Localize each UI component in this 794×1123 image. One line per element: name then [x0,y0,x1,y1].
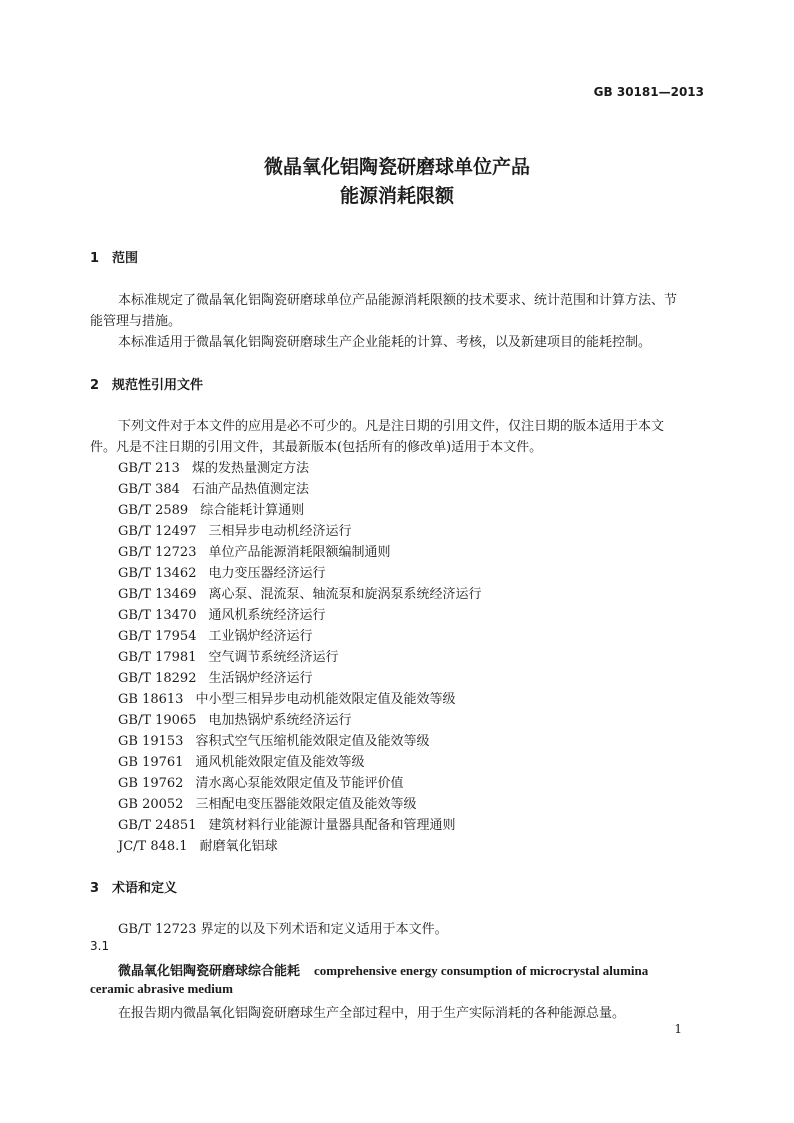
section-3-title: 术语和定义 [112,881,178,896]
reference-item [118,730,429,749]
reference-item [118,625,313,644]
section-2-paragraph-line-1: 下列文件对于本文件的应用是必不可少的。凡是注日期的引用文件，仅注日期的版本适用于本文 [118,419,665,434]
reference-name: 空气调节系统经济运行 [208,650,339,665]
section-3-paragraph: GB/T 12723 界定的以及下列术语和定义适用于本文件。 [118,922,448,937]
reference-name: 离心泵、混流泵、轴流泵和旋涡泵系统经济运行 [208,587,482,602]
reference-code: GB/T 13462 [118,566,197,581]
section-2-number: 2 [90,378,100,393]
reference-code: GB 20052 [118,797,184,812]
reference-code: GB/T 12723 [118,545,197,560]
reference-code: GB/T 384 [118,482,180,497]
reference-code: GB/T 13469 [118,587,197,602]
reference-name: 耐磨氧化铝球 [199,839,278,854]
reference-name: 通风机能效限定值及能效等级 [195,755,365,770]
reference-item [118,772,403,791]
reference-name: 生活锅炉经济运行 [208,671,313,686]
reference-code: GB 19762 [118,776,184,791]
reference-item [118,583,482,602]
reference-item [118,562,326,581]
reference-code: GB 18613 [118,692,184,707]
section-1-title: 范围 [112,251,139,266]
reference-name: 电加热锅炉系统经济运行 [208,713,352,728]
reference-item [118,688,455,707]
reference-code: GB/T 213 [118,461,180,476]
reference-name: 综合能耗计算通则 [200,503,305,518]
reference-item [118,709,352,728]
reference-item [118,667,313,686]
section-3-heading [90,877,177,896]
reference-item [118,604,326,623]
reference-code: GB/T 19065 [118,713,197,728]
reference-item [118,520,352,539]
reference-code: JC/T 848.1 [118,839,188,854]
reference-item [118,478,309,497]
term-entry [118,960,648,979]
reference-name: 中小型三相异步电动机能效限定值及能效等级 [195,692,456,707]
reference-name: 三相配电变压器能效限定值及能效等级 [195,797,417,812]
reference-name: 清水离心泵能效限定值及节能评价值 [195,776,404,791]
section-2-paragraph-line-2: 件。凡是不注日期的引用文件，其最新版本(包括所有的修改单)适用于本文件。 [90,440,543,455]
reference-item [118,541,391,560]
section-2-title: 规范性引用文件 [112,378,204,393]
reference-name: 通风机系统经济运行 [208,608,326,623]
section-1-number: 1 [90,251,100,266]
reference-name: 煤的发热量测定方法 [191,461,309,476]
reference-code: GB 19761 [118,755,184,770]
subsection-number: 3.1 [90,939,110,953]
reference-code: GB/T 18292 [118,671,197,686]
section-1-paragraph-1-line-2: 能管理与措施。 [90,314,182,329]
reference-item [118,499,304,518]
section-1-heading [90,247,138,266]
term-definition: 在报告期内微晶氧化铝陶瓷研磨球生产全部过程中，用于生产实际消耗的各种能源总量。 [118,1006,626,1021]
reference-code: GB/T 2589 [118,503,189,518]
reference-name: 工业锅炉经济运行 [208,629,313,644]
term-english-line-1: comprehensive energy consumption of microcrystal alumina [314,963,649,978]
reference-code: GB/T 12497 [118,524,197,539]
page-number: 1 [674,1022,682,1036]
reference-name: 三相异步电动机经济运行 [208,524,352,539]
reference-code: GB/T 17981 [118,650,197,665]
reference-name: 单位产品能源消耗限额编制通则 [208,545,391,560]
term-chinese: 微晶氧化铝陶瓷研磨球综合能耗 [118,964,301,979]
reference-code: GB/T 17954 [118,629,197,644]
standard-number: GB 30181—2013 [593,85,704,99]
document-title-line2: 能源消耗限额 [339,185,454,207]
document-title-line1: 微晶氧化铝陶瓷研磨球单位产品 [263,156,530,178]
reference-item [118,646,339,665]
reference-code: GB 19153 [118,734,184,749]
section-2-heading [90,374,203,393]
reference-item [118,751,364,770]
term-english-line-2: ceramic abrasive medium [90,981,233,996]
section-1-paragraph-1-line-1: 本标准规定了微晶氧化铝陶瓷研磨球单位产品能源消耗限额的技术要求、统计范围和计算方法、节 [118,293,678,308]
reference-name: 建筑材料行业能源计量器具配备和管理通则 [208,818,456,833]
reference-code: GB/T 24851 [118,818,197,833]
reference-code: GB/T 13470 [118,608,197,623]
reference-name: 容积式空气压缩机能效限定值及能效等级 [195,734,430,749]
reference-item [118,793,416,812]
reference-item [118,457,309,476]
reference-name: 电力变压器经济运行 [208,566,326,581]
section-1-paragraph-2: 本标准适用于微晶氧化铝陶瓷研磨球生产企业能耗的计算、考核，以及新建项目的能耗控制。 [118,335,652,350]
section-3-number: 3 [90,881,100,896]
reference-item [118,814,456,833]
reference-item [118,835,278,854]
reference-name: 石油产品热值测定法 [191,482,309,497]
